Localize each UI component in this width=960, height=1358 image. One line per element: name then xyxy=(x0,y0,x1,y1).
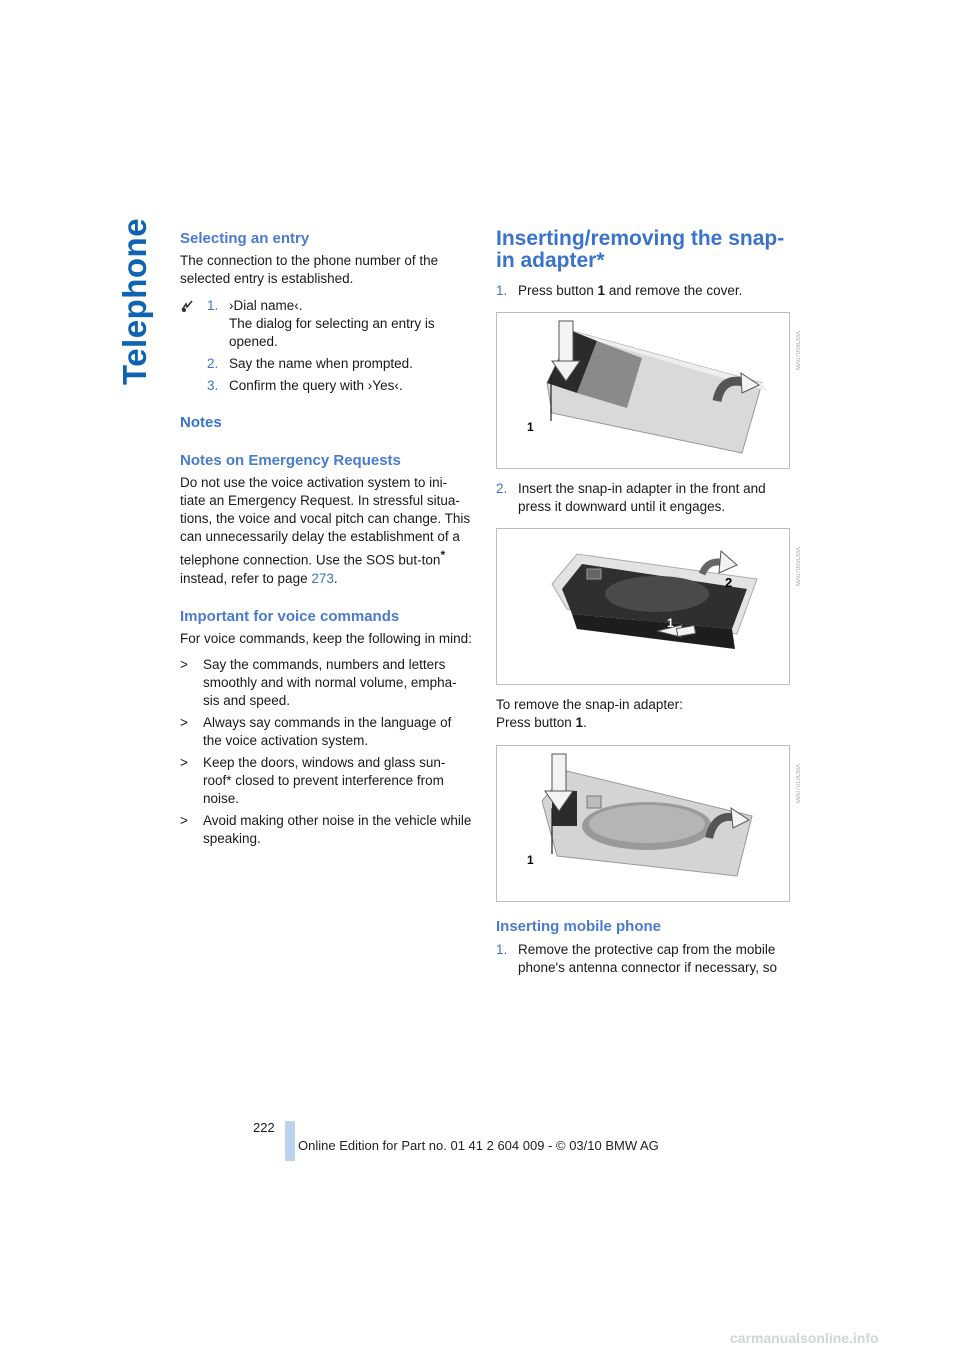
section-tab-label: Telephone xyxy=(116,217,153,385)
adapter-illustration xyxy=(497,313,789,468)
watermark: carmanualsonline.info xyxy=(730,1330,879,1346)
figure-label: 1 xyxy=(527,853,534,867)
remove-text-part: . xyxy=(583,715,587,730)
voice-intro: For voice commands, keep the following in mind: xyxy=(180,630,472,646)
page-number: 222 xyxy=(253,1120,275,1135)
adapter-insert-illustration xyxy=(497,529,789,684)
list-item xyxy=(180,754,472,808)
bullet-mark: > xyxy=(180,754,188,770)
footer-bar xyxy=(285,1121,295,1161)
snap-step-1 xyxy=(496,282,792,300)
button-reference: 1 xyxy=(575,715,584,730)
list-item xyxy=(180,714,472,750)
bullet-text: Avoid making other noise in the vehicle while speaking. xyxy=(203,812,472,846)
selecting-heading: Selecting an entry xyxy=(180,230,310,247)
emergency-text xyxy=(180,474,472,588)
figure-code: MA07008CMA xyxy=(796,331,802,371)
step-text: ›Dial name‹. xyxy=(229,298,303,313)
step-text: Insert the snap-in adapter in the front and press it downward until it engages. xyxy=(518,481,766,514)
figure-label: 2 xyxy=(725,575,733,590)
bullet-text: Always say commands in the language of the voice activation system. xyxy=(203,714,452,748)
step-text: Press button xyxy=(518,283,598,298)
selecting-text: The connection to the phone number of the selected entry is established. xyxy=(180,253,439,286)
figure-label: 1 xyxy=(667,616,674,630)
bullet-mark: > xyxy=(180,812,188,828)
bullet-text: Keep the doors, windows and glass sun-roof* closed to prevent interference from noise. xyxy=(203,754,446,806)
step-text: and remove the cover. xyxy=(605,283,743,298)
bullet-text: Say the commands, numbers and letters smoothly and with normal volume, empha-sis and speed. xyxy=(203,656,457,708)
step-number: 2. xyxy=(207,356,219,371)
step-number: 1. xyxy=(207,298,219,313)
step-number: 1. xyxy=(496,942,508,957)
remove-text-2 xyxy=(496,714,792,732)
figure-code: MA07009CMA xyxy=(796,547,802,587)
figure-remove-adapter xyxy=(496,745,802,902)
footer-edition-text: Online Edition for Part no. 01 41 2 604 009 - © 03/10 BMW AG xyxy=(298,1138,659,1153)
voice-step-1 xyxy=(207,297,472,351)
section-tab xyxy=(112,217,153,390)
right-column xyxy=(496,227,802,981)
voice-step-2 xyxy=(207,355,472,373)
left-column xyxy=(180,230,472,852)
list-item xyxy=(180,656,472,710)
mobile-step-1 xyxy=(496,941,792,977)
figure-insert-adapter xyxy=(496,528,802,685)
step-text: Say the name when prompted. xyxy=(229,356,413,371)
voice-command-icon xyxy=(180,299,194,313)
list-item xyxy=(180,812,472,848)
bullet-mark: > xyxy=(180,656,188,672)
step-number: 3. xyxy=(207,378,219,393)
step-subtext: The dialog for selecting an entry is opened. xyxy=(229,316,435,349)
button-reference: 1 xyxy=(597,283,606,298)
figure-label: 1 xyxy=(527,420,534,434)
step-number: 1. xyxy=(496,283,508,298)
optional-star: * xyxy=(440,548,446,562)
emergency-text-part: instead, refer to page xyxy=(180,570,312,586)
snap-step-2 xyxy=(496,480,792,516)
step-number: 2. xyxy=(496,481,508,496)
figure-code: MA07010CMA xyxy=(796,764,802,804)
snap-in-heading: Inserting/removing the snap-in adapter* xyxy=(496,227,785,272)
step-text: Remove the protective cap from the mobile phone's antenna connector if necessary, so xyxy=(518,942,777,975)
notes-heading: Notes xyxy=(180,414,222,431)
voice-commands-heading: Important for voice commands xyxy=(180,607,400,625)
voice-step-3 xyxy=(207,377,472,395)
voice-steps-block xyxy=(180,297,472,395)
step-text: Confirm the query with ›Yes‹. xyxy=(229,378,403,393)
remove-text-1: To remove the snap-in adapter: xyxy=(496,697,683,712)
emergency-heading: Notes on Emergency Requests xyxy=(180,452,401,469)
remove-text-part: Press button xyxy=(496,715,576,730)
mobile-heading: Inserting mobile phone xyxy=(496,918,662,935)
bullet-mark: > xyxy=(180,714,188,730)
page-reference-link[interactable]: 273 xyxy=(311,570,334,586)
figure-press-button xyxy=(496,312,802,469)
voice-bullets xyxy=(180,656,472,848)
emergency-text-part: . xyxy=(333,570,338,586)
adapter-remove-illustration xyxy=(497,746,789,901)
emergency-text-part: Do not use the voice activation system to ini-tiate an Emergency Request. In stressful situa-tions, the voice and vocal pitch can change. This can unnecessarily delay the establishment of a telephone connection. Use the SOS but-ton xyxy=(180,475,471,568)
